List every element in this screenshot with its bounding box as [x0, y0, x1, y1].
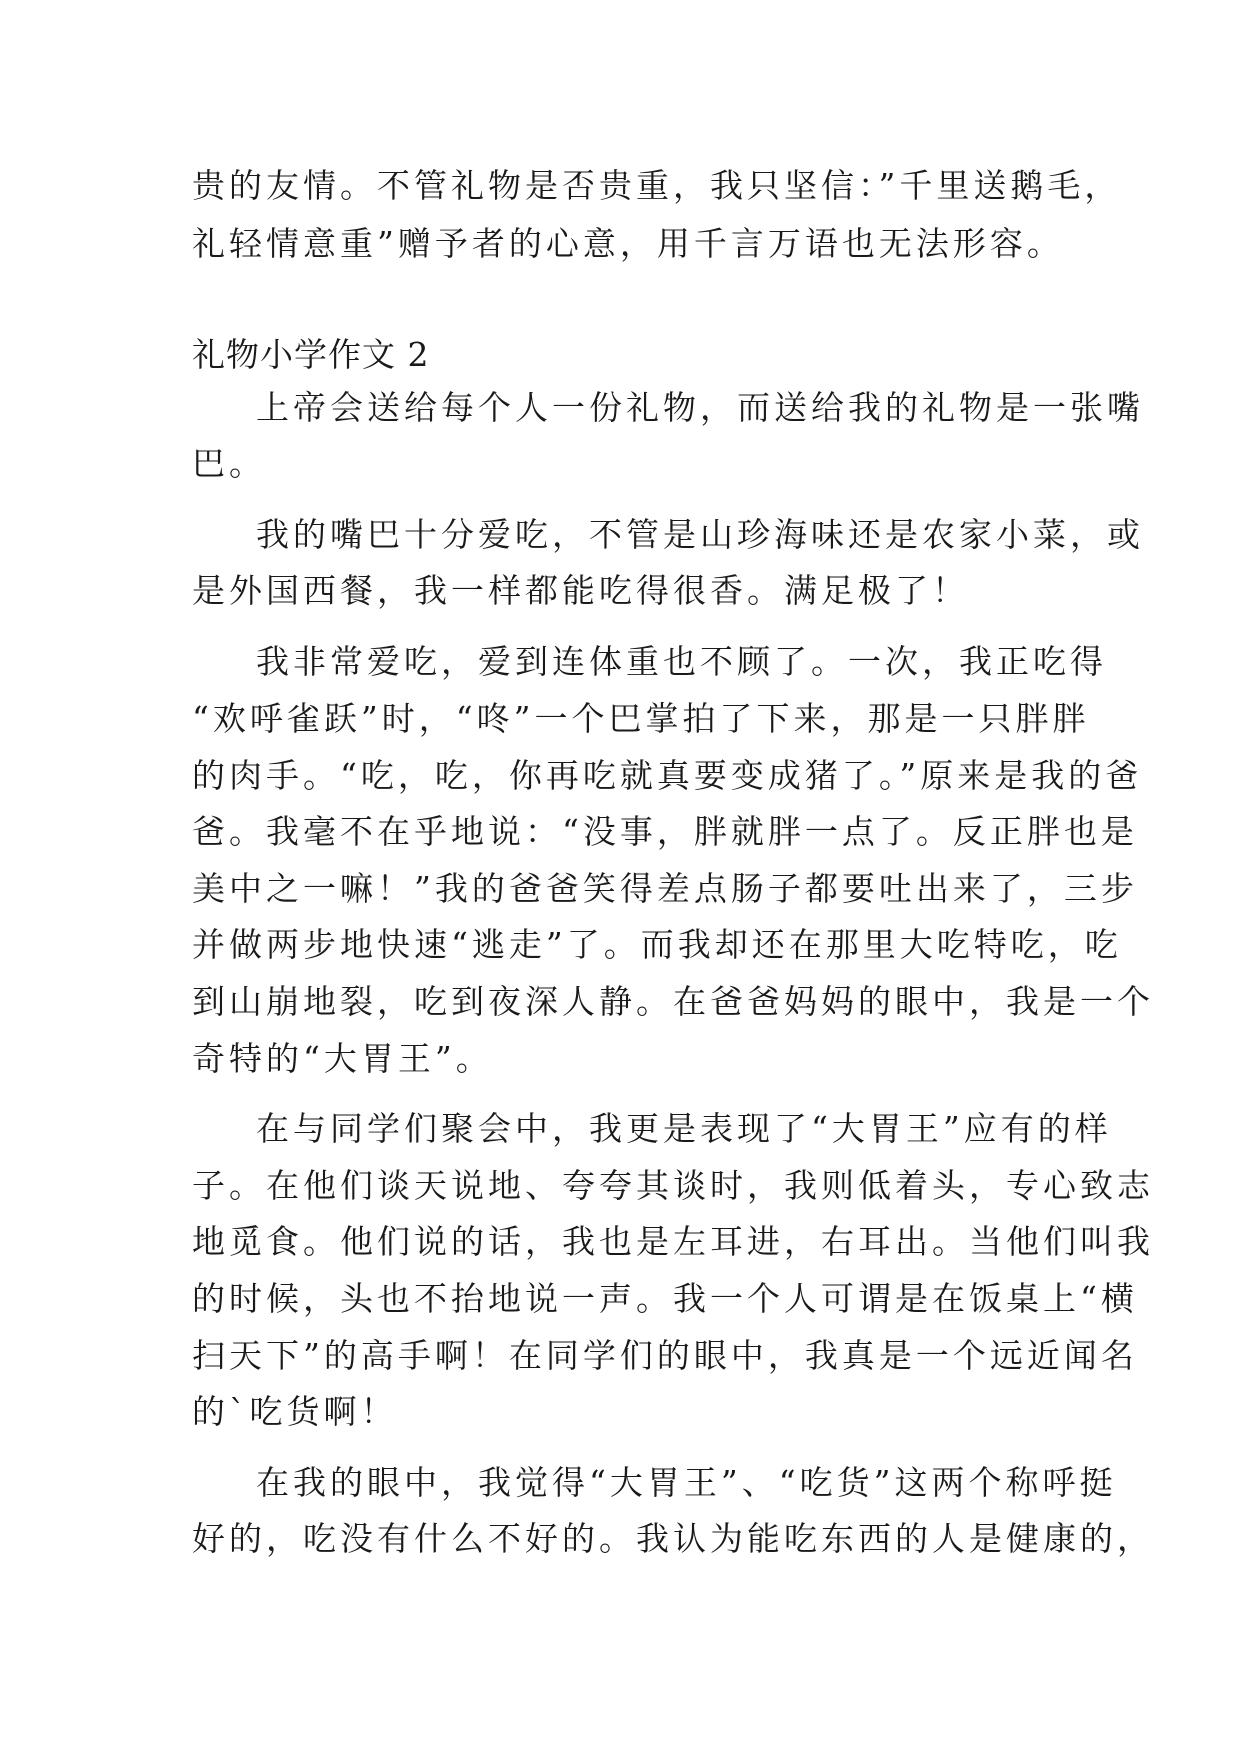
text-line: 的`吃货啊！: [192, 1392, 398, 1431]
text-line: 地觅食。他们说的话，我也是左耳进，右耳出。当他们叫我: [192, 1222, 1154, 1261]
text-line: 爸。我毫不在乎地说：“没事，胖就胖一点了。反正胖也是: [192, 812, 1138, 851]
text-line: 在与同学们聚会中，我更是表现了“大胃王”应有的样: [256, 1109, 1112, 1148]
text-line: 奇特的“大胃王”。: [192, 1039, 493, 1078]
text-line: 我的嘴巴十分爱吃，不管是山珍海味还是农家小菜，或: [256, 515, 1144, 554]
text-line: 礼轻情意重”赠予者的心意，用千言万语也无法形容。: [192, 224, 1064, 263]
text-line: 我非常爱吃，爱到连体重也不顾了。一次，我正吃得: [256, 642, 1107, 681]
text-line: 是外国西餐，我一样都能吃得很香。满足极了！: [192, 571, 969, 610]
text-line: 美中之一嘛！”我的爸爸笑得差点肠子都要吐出来了，三步: [192, 869, 1138, 908]
text-line: 巴。: [192, 444, 266, 483]
text-line: 上帝会送给每个人一份礼物，而送给我的礼物是一张嘴: [256, 388, 1144, 427]
text-line: 的肉手。“吃，吃，你再吃就真要变成猪了。”原来是我的爸: [192, 756, 1143, 795]
text-line: 贵的友情。不管礼物是否贵重，我只坚信：”千里送鹅毛，: [192, 166, 1122, 205]
text-line: 的时候，头也不抬地说一声。我一个人可谓是在饭桌上“横: [192, 1279, 1138, 1318]
section-title: 礼物小学作文 2: [192, 335, 430, 374]
text-line: 在我的眼中，我觉得“大胃王”、“吃货”这两个称呼挺: [256, 1463, 1117, 1502]
text-line: 好的，吃没有什么不好的。我认为能吃东西的人是健康的，: [192, 1519, 1154, 1558]
text-line: 扫天下”的高手啊！在同学们的眼中，我真是一个远近闻名: [192, 1336, 1138, 1375]
text-line: 并做两步地快速“逃走”了。而我却还在那里大吃特吃，吃: [192, 925, 1122, 964]
text-line: 子。在他们谈天说地、夸夸其谈时，我则低着头，专心致志: [192, 1166, 1154, 1205]
text-line: 到山崩地裂，吃到夜深人静。在爸爸妈妈的眼中，我是一个: [192, 982, 1154, 1021]
text-line: “欢呼雀跃”时，“咚”一个巴掌拍了下来，那是一只胖胖: [192, 699, 1090, 738]
